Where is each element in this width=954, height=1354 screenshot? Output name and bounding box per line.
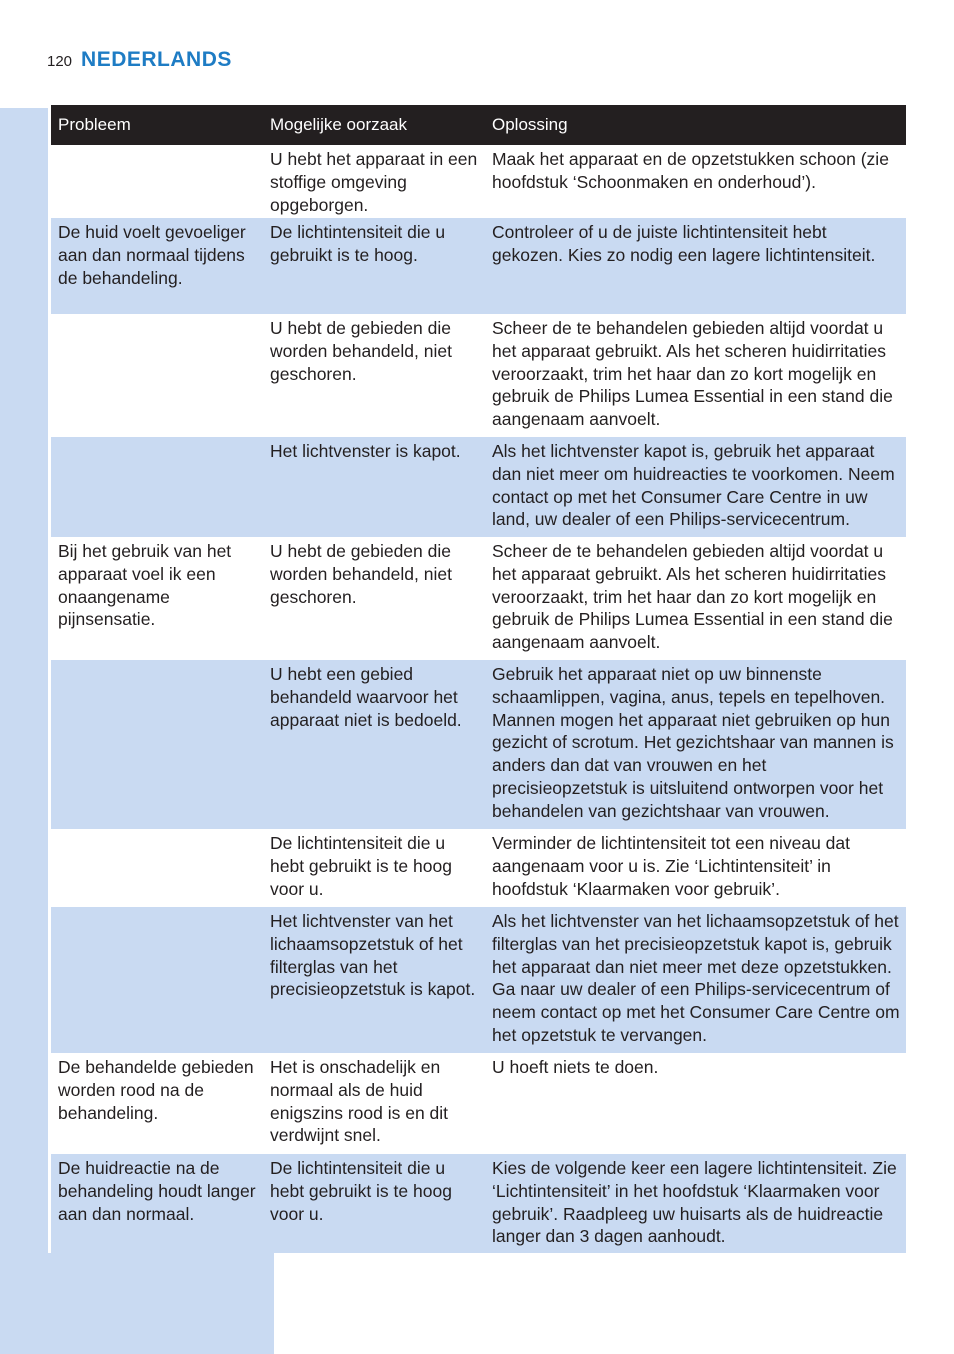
problem-cell: Bij het gebruik van het apparaat voel ik een onaangename pijnsensatie. (58, 541, 232, 630)
troubleshooting-table (51, 105, 906, 1253)
table-row (51, 660, 906, 829)
side-color-strip (0, 108, 48, 1354)
solution-cell: Scheer de te behandelen gebieden altijd voordat u het apparaat gebruikt. Als het scheren huidirritaties veroorzaakt, trim het haar dan zo kort mogelijk en gebruik de Philips Lumea Essential in een stand die aangenaam aanvoelt. (492, 318, 893, 430)
solution-cell: Scheer de te behandelen gebieden altijd voordat u het apparaat gebruikt. Als het scheren huidirritaties veroorzaakt, trim het haar dan zo kort mogelijk en gebruik de Philips Lumea Essential in een stand die aangenaam aanvoelt. (492, 541, 893, 653)
cause-cell: U hebt een gebied behandeld waarvoor het apparaat niet is bedoeld. (270, 664, 462, 730)
problem-cell: De huid voelt gevoeliger aan dan normaal tijdens de behandeling. (58, 222, 246, 288)
page-header (47, 48, 232, 74)
cause-cell: Het lichtvenster is kapot. (270, 441, 461, 461)
problem-cell (51, 145, 263, 218)
solution-cell: Verminder de lichtintensiteit tot een niveau dat aangenaam voor u is. Zie ‘Lichtintensiteit’ in hoofdstuk ‘Klaarmaken voor gebruik’. (492, 833, 850, 899)
table-row (51, 437, 906, 537)
header-solution: Oplossing (492, 114, 568, 134)
problem-cell: De behandelde gebieden worden rood na de behandeling. (58, 1057, 254, 1123)
header-cause: Mogelijke oorzaak (270, 114, 408, 134)
page-number: 120 (47, 53, 73, 70)
cause-cell: Het is onschadelijk en normaal als de huid enigszins rood is en dit verdwijnt snel. (270, 1057, 449, 1146)
bottom-color-block (0, 1253, 274, 1354)
cause-cell: De lichtintensiteit die u hebt gebruikt is te hoog voor u. (270, 833, 452, 899)
cause-cell: U hebt de gebieden die worden behandeld, niet geschoren. (270, 541, 452, 607)
solution-cell: Gebruik het apparaat niet op uw binnenste schaamlippen, vagina, anus, tepels en tepelhoven. Mannen mogen het apparaat niet gebruiken op hun gezicht of scrotum. Het gezichtshaar van mannen is anders dan dat van vrouwen en het precisieopzetstuk is uitsluitend ontworpen voor het behandelen van gezichtshaar van vrouwen. (492, 664, 894, 821)
table-row (51, 537, 906, 660)
table-row (51, 829, 906, 907)
problem-cell (51, 660, 263, 829)
table-row (51, 1154, 906, 1253)
cause-cell: De lichtintensiteit die u hebt gebruikt is te hoog voor u. (270, 1158, 452, 1224)
table-row (51, 314, 906, 437)
table-row (51, 1053, 906, 1154)
problem-cell: De huidreactie na de behandeling houdt langer aan dan normaal. (58, 1158, 256, 1224)
cause-cell: U hebt de gebieden die worden behandeld, niet geschoren. (270, 318, 452, 384)
header-problem: Probleem (58, 114, 131, 134)
problem-cell (51, 829, 263, 907)
section-title: NEDERLANDS (81, 48, 232, 71)
solution-cell: Maak het apparaat en de opzetstukken schoon (zie hoofdstuk ‘Schoonmaken en onderhoud’). (492, 149, 889, 192)
solution-cell: Kies de volgende keer een lagere lichtintensiteit. Zie ‘Lichtintensiteit’ in het hoofdstuk ‘Klaarmaken voor gebruik’. Raadpleeg uw huisarts als de huidreactie langer dan 3 dagen aanhoudt. (492, 1158, 897, 1247)
table-row (51, 907, 906, 1053)
cause-cell: U hebt het apparaat in een stoffige omgeving opgeborgen. (270, 149, 478, 215)
table-row (51, 145, 906, 218)
problem-cell (51, 907, 263, 1053)
cause-cell: De lichtintensiteit die u gebruikt is te hoog. (270, 222, 446, 265)
problem-cell (51, 437, 263, 537)
problem-cell (51, 314, 263, 437)
solution-cell: U hoeft niets te doen. (492, 1057, 659, 1077)
solution-cell: Als het lichtvenster kapot is, gebruik het apparaat dan niet meer om huidreacties te voorkomen. Neem contact op met het Consumer Care Centre in uw land, uw dealer of een Philips-servicecentrum. (492, 441, 895, 530)
solution-cell: Als het lichtvenster van het lichaamsopzetstuk of het filterglas van het precisieopzetstuk kapot is, gebruik het apparaat dan niet meer met deze opzetstukken. Ga naar uw dealer of een Philips-servicecentrum of neem contact op met het Consumer Care Centre om het opzetstuk te vervangen. (492, 911, 900, 1045)
cause-cell: Het lichtvenster van het lichaamsopzetstuk of het filterglas van het precisieopzetstuk is kapot. (270, 911, 476, 1000)
solution-cell: Controleer of u de juiste lichtintensiteit hebt gekozen. Kies zo nodig een lagere lichtintensiteit. (492, 222, 876, 265)
table-header-row (51, 105, 906, 145)
table-row (51, 218, 906, 314)
